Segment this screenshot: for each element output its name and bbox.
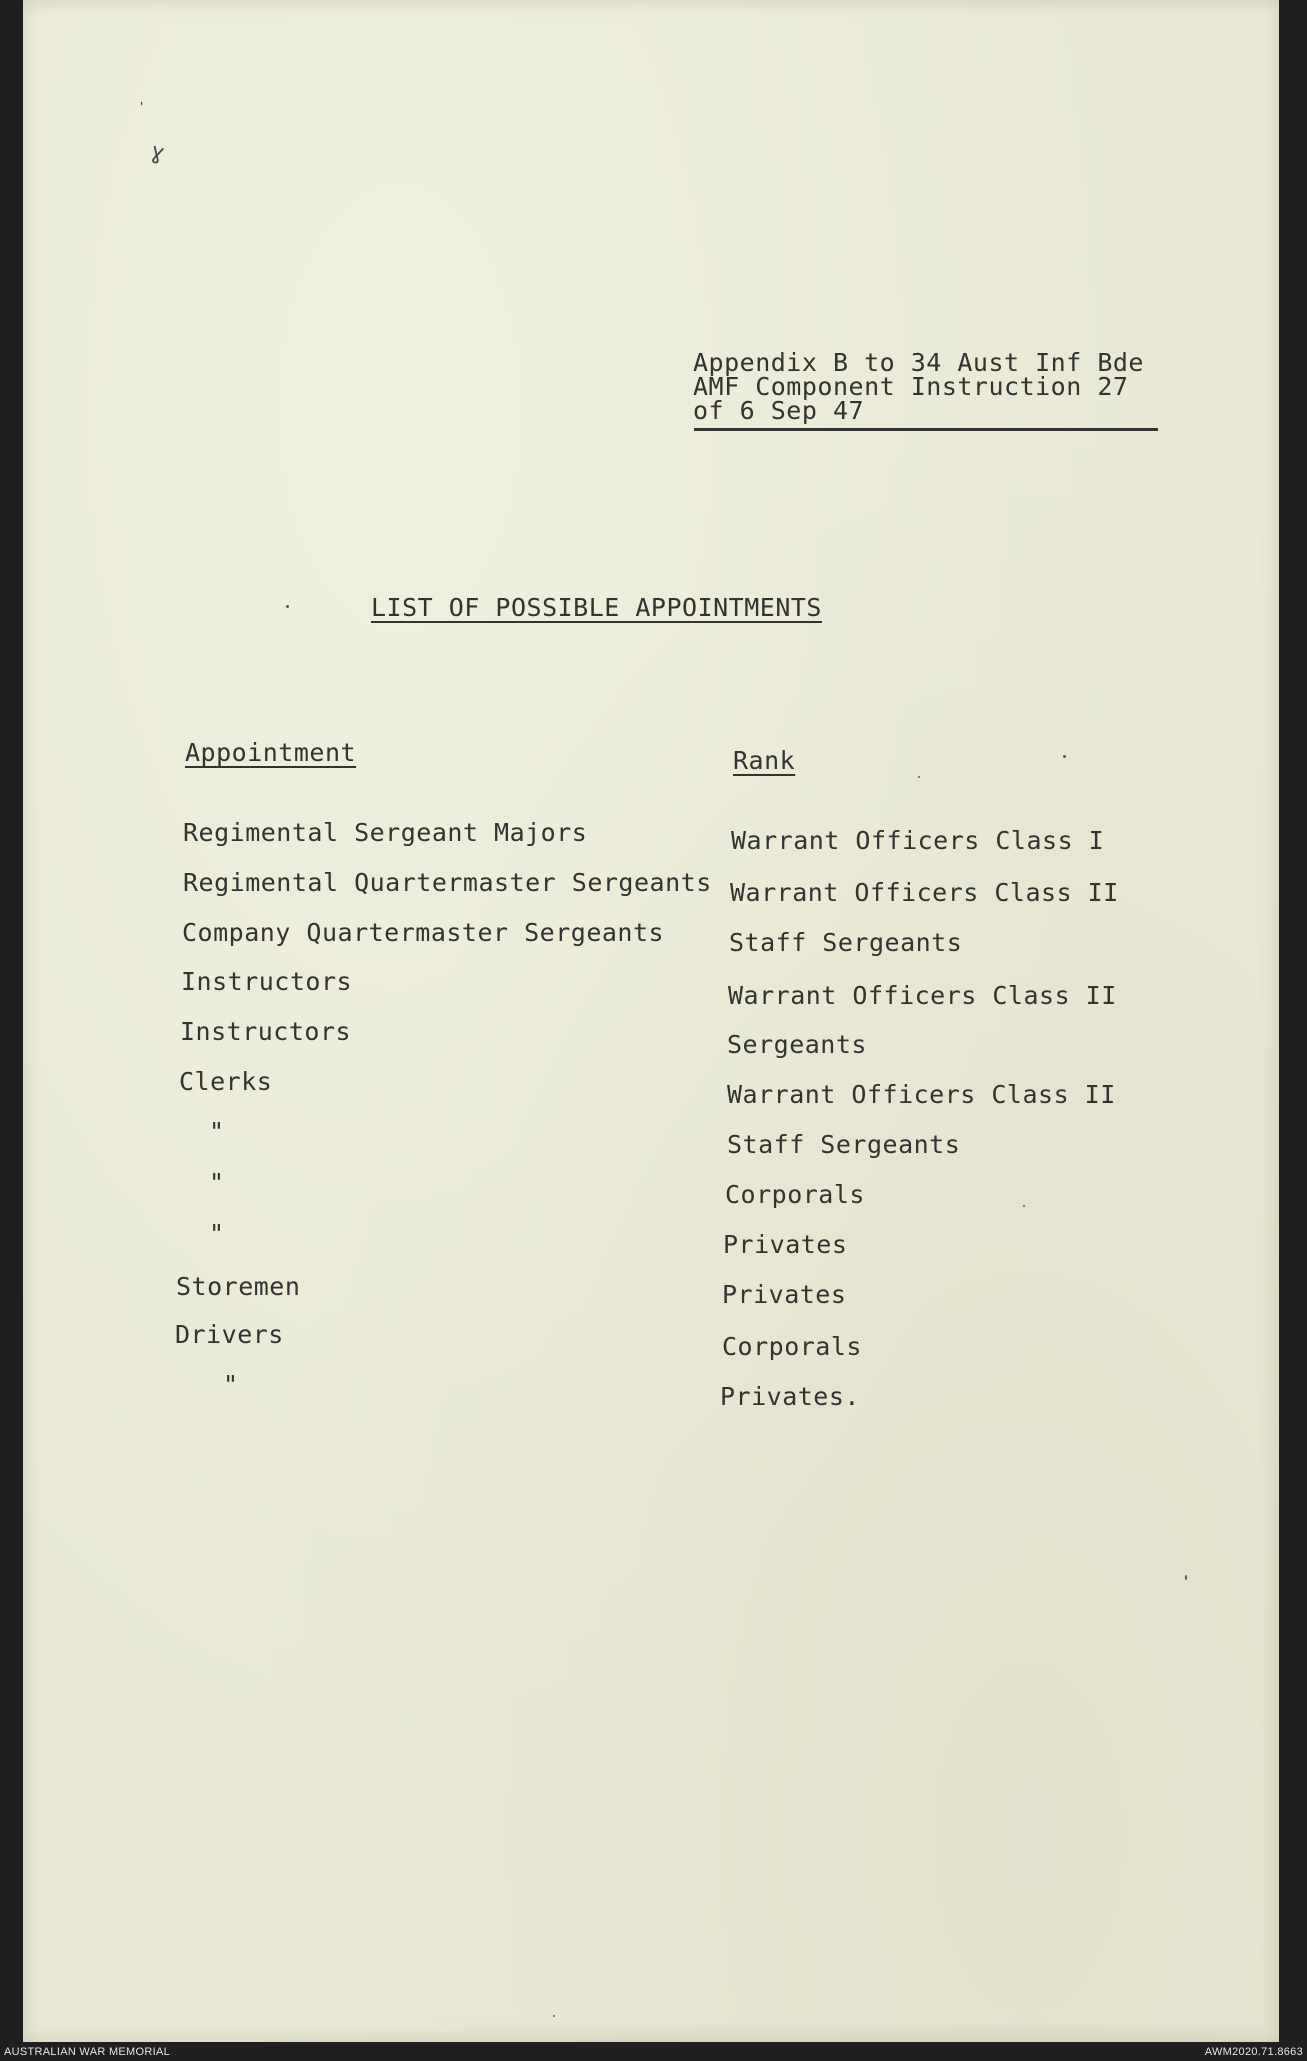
rank-item: Warrant Officers Class II <box>728 981 1117 1010</box>
rank-item: Corporals <box>725 1180 865 1209</box>
paper-speck <box>553 2015 555 2017</box>
appointment-item: " <box>209 1168 225 1197</box>
rank-item: Warrant Officers Class I <box>731 826 1105 855</box>
appointment-item: " <box>209 1117 225 1146</box>
appointment-item: " <box>209 1219 225 1248</box>
rank-item: Warrant Officers Class II <box>727 1080 1116 1109</box>
paper-speck <box>1063 755 1066 758</box>
appointment-item: Clerks <box>179 1067 273 1096</box>
rank-header: Rank <box>733 746 796 775</box>
appendix-line-3: of 6 Sep 47 <box>693 396 865 425</box>
footer-left: AUSTRALIAN WAR MEMORIAL <box>4 2046 171 2058</box>
appendix-underline <box>694 428 1158 431</box>
appointment-item: Instructors <box>181 967 353 996</box>
rank-item: Corporals <box>722 1332 862 1361</box>
rank-item: Staff Sergeants <box>729 928 963 957</box>
rank-item: Privates <box>722 1280 847 1309</box>
pencil-mark: ɣ <box>147 138 168 167</box>
paper-speck <box>1185 1575 1187 1580</box>
appointment-item: Regimental Sergeant Majors <box>183 818 588 847</box>
paper-sheet <box>23 0 1279 2042</box>
appointment-item: Drivers <box>175 1320 284 1349</box>
appointment-item: Storemen <box>176 1272 301 1301</box>
rank-item: Privates. <box>720 1382 860 1411</box>
appointment-item: Instructors <box>180 1017 352 1046</box>
rank-item: Sergeants <box>727 1030 867 1059</box>
rank-item: Privates <box>723 1230 848 1259</box>
paper-speck <box>1023 1205 1025 1207</box>
pencil-mark: ʼ <box>138 99 149 117</box>
appointment-item: " <box>223 1370 239 1399</box>
appointment-item: Regimental Quartermaster Sergeants <box>183 868 712 897</box>
paper-speck <box>286 605 289 608</box>
paper-speck <box>918 776 920 778</box>
appointment-item: Company Quartermaster Sergeants <box>182 918 665 947</box>
appendix-line-2: AMF Component Instruction 27 <box>693 372 1129 401</box>
page-title: LIST OF POSSIBLE APPOINTMENTS <box>371 593 822 622</box>
appendix-line-1: Appendix B to 34 Aust Inf Bde <box>693 348 1144 377</box>
footer-right: AWM2020.71.8663 <box>1204 2046 1303 2058</box>
rank-item: Warrant Officers Class II <box>730 878 1119 907</box>
rank-item: Staff Sergeants <box>727 1130 961 1159</box>
appointment-header: Appointment <box>185 738 357 767</box>
